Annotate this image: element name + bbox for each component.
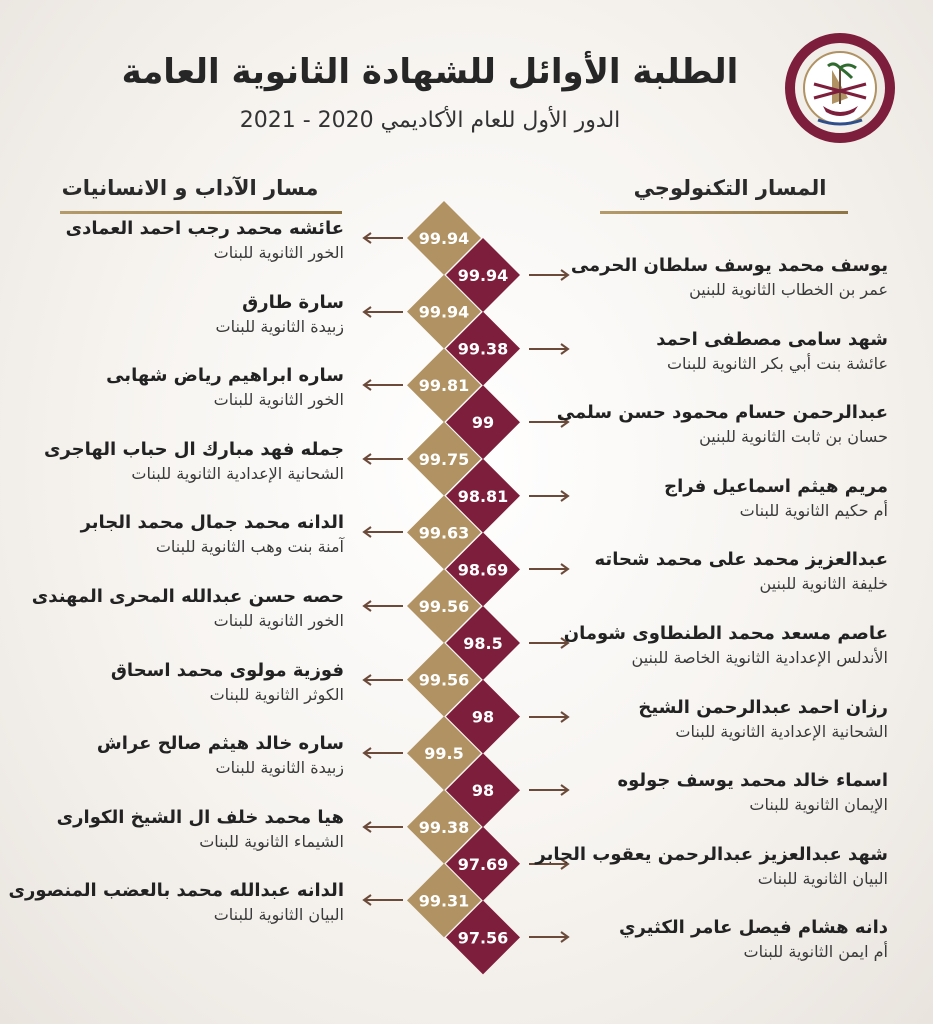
- student-name: عبدالرحمن حسام محمود حسن سلمى: [556, 402, 888, 424]
- school-name: البيان الثانوية للبنات: [213, 905, 344, 925]
- score-value: 99.38: [457, 339, 509, 359]
- score-value: 99.56: [418, 597, 470, 616]
- arts-student-entry: [14, 733, 344, 779]
- school-name: الكوثر الثانوية للبنات: [209, 684, 344, 704]
- arts-student-entry: [14, 807, 344, 853]
- student-name: جمله فهد مبارك ال حباب الهاجرى: [43, 438, 344, 460]
- arts-student-entry: [14, 439, 344, 485]
- arts-track-heading: مسار الآداب و الانسانيات: [61, 176, 319, 200]
- student-name: ساره ابراهيم رياض شهابى: [106, 365, 344, 387]
- tech-student-entry: [558, 329, 888, 375]
- score-value: 98.69: [457, 560, 509, 580]
- tech-student-entry: [558, 697, 888, 743]
- arts-arrow-icon: [362, 599, 404, 613]
- school-name: خليفة الثانوية للبنين: [759, 574, 888, 594]
- score-value: 97.69: [457, 854, 509, 874]
- score-value: 99.75: [418, 449, 470, 469]
- score-value: 99.56: [418, 670, 470, 690]
- score-value: 99.5: [424, 744, 464, 764]
- school-name: زبيدة الثانوية للبنات: [215, 316, 344, 336]
- tech-student-entry: [535, 843, 888, 890]
- school-name: عمر بن الخطاب الثانوية للبنين: [689, 280, 888, 299]
- score-value: 98.81: [457, 486, 509, 506]
- score-value: 98.5: [463, 634, 503, 653]
- arts-arrow-icon: [362, 746, 404, 760]
- school-name: الخور الثانوية للبنات: [213, 390, 344, 410]
- tech-student-entry: [558, 623, 888, 669]
- student-name: عبدالعزيز محمد على محمد شحاته: [594, 549, 888, 571]
- school-name: عائشة بنت أبي بكر الثانوية للبنات: [666, 353, 888, 373]
- student-name: مريم هيثم اسماعيل فراج: [664, 475, 888, 497]
- student-name: فوزية مولوى محمد اسحاق: [110, 659, 344, 681]
- student-name: حصه حسن عبدالله المحرى المهندى: [31, 586, 344, 607]
- page-title: الطلبة الأوائل للشهادة الثانوية العامة: [121, 52, 739, 92]
- school-name: البيان الثانوية للبنات: [757, 868, 888, 888]
- school-name: أم حكيم الثانوية للبنات: [739, 500, 888, 520]
- score-value: 99.94: [418, 229, 470, 248]
- score-value: 99.31: [418, 891, 470, 911]
- school-name: الخور الثانوية للبنات: [213, 243, 344, 262]
- school-name: الخور الثانوية للبنات: [213, 611, 344, 630]
- arts-student-entry: [14, 365, 344, 411]
- tech-student-entry: [558, 255, 888, 301]
- score-value: 99.94: [418, 302, 470, 322]
- student-name: الدانه عبدالله محمد بالعضب المنصورى: [8, 880, 344, 902]
- school-name: زبيدة الثانوية للبنات: [215, 758, 344, 778]
- school-name: الشحانية الإعدادية الثانوية للبنات: [675, 721, 888, 741]
- page-subtitle: الدور الأول للعام الأكاديمي 2020 - 2021: [239, 108, 621, 133]
- arts-arrow-icon: [362, 305, 404, 319]
- arts-student-entry: [14, 586, 344, 632]
- arts-arrow-icon: [362, 893, 404, 907]
- tech-student-entry: [558, 917, 888, 963]
- school-name: الأندلس الإعدادية الثانوية الخاصة للبنين: [631, 648, 888, 667]
- arts-arrow-icon: [362, 820, 404, 834]
- arts-arrow-icon: [362, 378, 404, 392]
- tech-student-entry: [558, 476, 888, 522]
- arts-arrow-icon: [362, 525, 404, 539]
- arts-student-entry: [14, 218, 344, 264]
- score-value: 99.94: [457, 266, 509, 285]
- student-name: دانه هشام فيصل عامر الكثيري: [618, 917, 888, 939]
- student-name: عاصم مسعد محمد الطنطاوى شومان: [563, 623, 888, 644]
- score-value: 98: [471, 707, 495, 727]
- tech-student-entry: [558, 549, 888, 595]
- score-value: 99.63: [418, 523, 470, 543]
- school-name: الشيماء الثانوية للبنات: [199, 831, 344, 851]
- tech-student-entry: [558, 402, 888, 448]
- school-name: الإيمان الثانوية للبنات: [749, 795, 888, 815]
- arts-student-entry: [14, 292, 344, 338]
- school-name: حسان بن ثابت الثانوية للبنين: [699, 427, 888, 447]
- score-value: 99.38: [418, 817, 470, 837]
- arts-arrow-icon: [362, 231, 404, 245]
- school-name: الشحانية الإعدادية الثانوية للبنات: [131, 463, 344, 483]
- student-name: اسماء خالد محمد يوسف جولوه: [617, 770, 888, 792]
- arts-student-entry: [8, 880, 344, 926]
- arts-arrow-icon: [362, 673, 404, 687]
- student-name: عائشه محمد رجب احمد العمادى: [65, 218, 344, 239]
- student-name: الدانه محمد جمال محمد الجابر: [80, 512, 344, 534]
- student-name: يوسف محمد يوسف سلطان الحرمى: [570, 255, 888, 276]
- arts-arrow-icon: [362, 452, 404, 466]
- arts-student-entry: [14, 660, 344, 706]
- student-name: شهد عبدالعزيز عبدالرحمن يعقوب الجابر: [535, 843, 888, 865]
- student-name: شهد سامى مصطفى احمد: [656, 328, 888, 350]
- student-name: ساره خالد هيثم صالح عراش: [96, 733, 344, 755]
- school-name: أم ايمن الثانوية للبنات: [743, 942, 888, 962]
- student-name: رزان احمد عبدالرحمن الشيخ: [638, 696, 888, 718]
- score-value: 99: [471, 413, 495, 433]
- student-name: سارة طارق: [242, 291, 344, 313]
- school-name: آمنة بنت وهب الثانوية للبنات: [155, 537, 344, 557]
- tech-track-heading: المسار التكنولوجي: [633, 176, 827, 200]
- tech-student-entry: [558, 770, 888, 816]
- student-name: هيا محمد خلف ال الشيخ الكوارى: [56, 806, 344, 828]
- score-value: 98: [471, 781, 495, 801]
- score-value: 99.81: [418, 376, 470, 396]
- arts-student-entry: [14, 512, 344, 558]
- score-value: 97.56: [457, 928, 509, 948]
